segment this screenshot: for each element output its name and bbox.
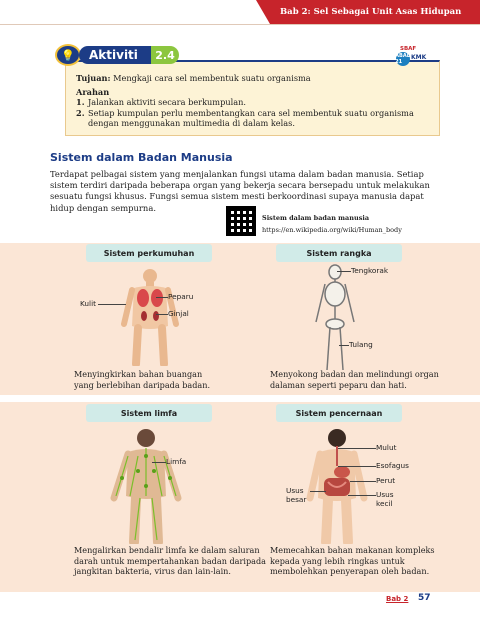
label-peparu: Peparu [168,292,194,301]
pill-sistem-rangka: Sistem rangka [276,244,402,262]
chapter-header: Bab 2: Sel Sebagai Unit Asas Hidupan [270,0,480,24]
lymphatic-figure [108,426,187,544]
tujuan-label: Tujuan: [76,73,111,83]
label-usus-kecil: Usus kecil [376,490,394,508]
label-tengkorak: Tengkorak [351,266,389,275]
caption-excretory: Menyingkirkan bahan buangan yang berlebihan daripada badan. [74,369,211,390]
label-ginjal: Ginjal [168,309,189,318]
qr-code[interactable] [226,206,256,236]
label-tulang: Tulang [349,340,373,349]
leader-limfa [152,462,166,463]
label-limfa: Limfa [166,457,187,466]
activity-step: 2. Setiap kumpulan perlu membentangkan cara sel membentuk suatu organisma dengan menggunakan multimedia di dalam kelas. [76,107,414,128]
abad21-icon: ABAD 21 [395,53,411,65]
qr-title: Sistem dalam badan manusia [262,214,370,222]
section-paragraph: Terdapat pelbagai sistem yang menjalankan fungsi utama dalam badan manusia. Setiap sistem terdiri daripada beberapa organ yang bekerja secara bersepadu untuk melakukan sesuatu fungsi khusus. Fungsi semua sistem mesti berkoordinasi supaya manusia dapat hidup dengan sempurna. [50,169,430,213]
activity-tujuan [76,73,311,84]
kmk-badge [392,46,442,66]
page-number: 57 [418,593,431,603]
leader-peparu [156,297,168,298]
activity-number: 2.4 [151,46,179,64]
activity-step: 1. Jalankan aktiviti secara berkumpulan. [76,97,246,107]
label-kulit: Kulit [80,299,96,308]
leader-esofagus [338,466,376,467]
activity-label: Aktiviti [79,46,153,64]
pill-sistem-limfa: Sistem limfa [86,404,212,422]
leader-usus-besar [310,491,326,492]
pill-sistem-perkumuhan: Sistem perkumuhan [86,244,212,262]
leader-mulut [338,448,376,449]
caption-skeletal: Menyokong badan dan melindungi organ dalaman seperti peparu dan hati. [270,369,439,390]
pill-sistem-pencernaan: Sistem pencernaan [276,404,402,422]
qr-url-link[interactable]: https://en.wikipedia.org/wiki/Human_body [262,226,402,234]
caption-digestive: Memecahkan bahan makanan kompleks kepada yang lebih ringkas untuk membolehkan penyerapan oleh badan. [270,545,435,577]
leader-usus-kecil [348,495,376,496]
label-esofagus: Esofagus [376,461,409,470]
label-perut: Perut [376,476,396,485]
label-mulut: Mulut [376,443,397,452]
kmk-label: KMK [411,54,427,61]
leader-tengkorak [337,271,351,272]
digestive-figure [304,426,370,544]
leader-perut [350,481,376,482]
leader-tulang [339,345,349,346]
lightbulb-icon: 💡 [55,44,81,66]
arahan-heading: Arahan [76,87,110,97]
activity-badge [55,44,185,66]
leader-ginjal [156,314,168,315]
label-usus-besar: Usus besar [286,486,307,504]
footer-chapter: Bab 2 [386,595,409,603]
header-divider [0,24,480,25]
section-title: Sistem dalam Badan Manusia [50,151,233,164]
leader-kulit [98,304,126,305]
caption-lymphatic: Mengalirkan bendalir limfa ke dalam saluran darah untuk mempertahankan badan daripada jangkitan bakteria, virus dan lain-lain. [74,545,266,577]
tujuan-text: Mengkaji cara sel membentuk suatu organisma [113,73,311,83]
sbaf-label: SBAF [400,46,417,52]
activity-steps [76,97,436,129]
skeleton-figure [310,264,360,374]
